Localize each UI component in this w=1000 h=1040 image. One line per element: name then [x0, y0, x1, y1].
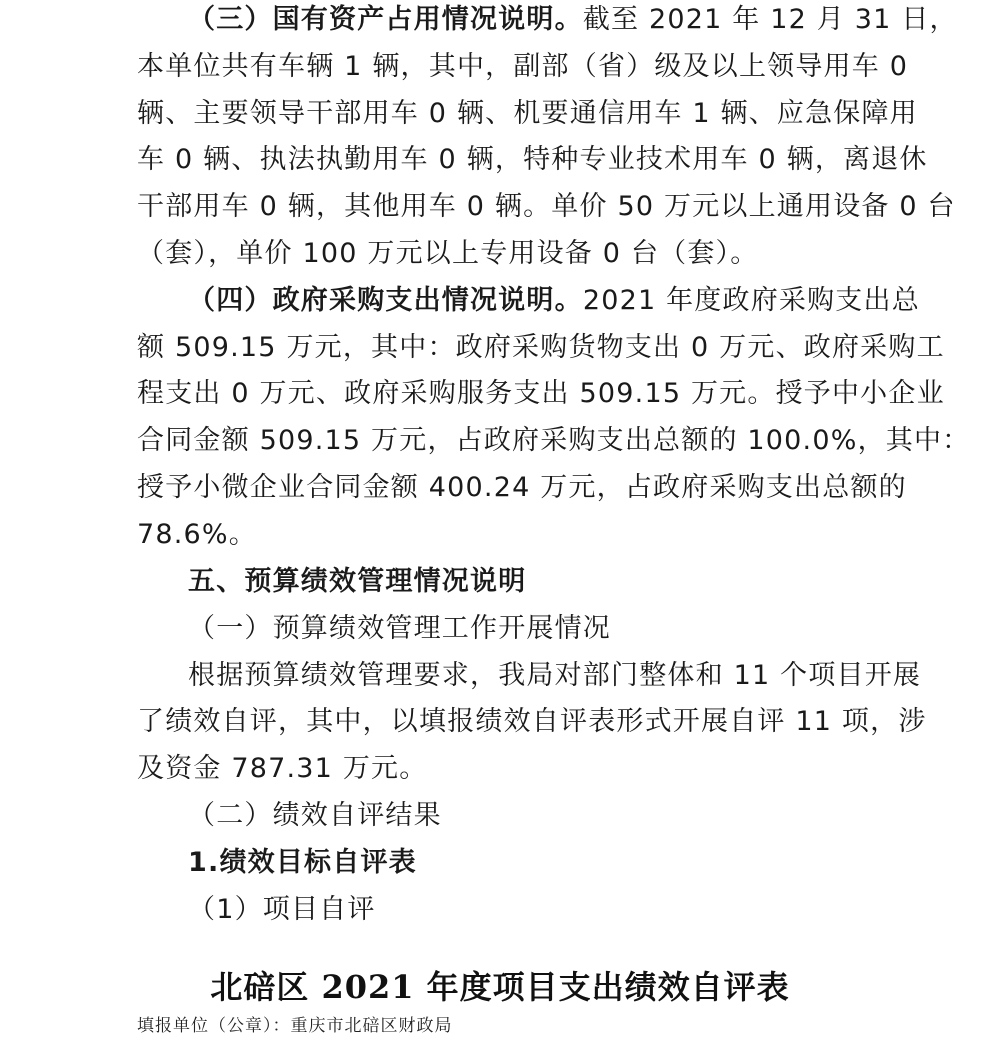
section-three-heading: （三）国有资产占用情况说明。 — [188, 4, 583, 35]
paragraph-line: 了绩效自评，其中，以填报绩效自评表形式开展自评 11 项，涉 — [137, 706, 927, 737]
table-title: 北碚区 2021 年度项目支出绩效自评表 — [210, 968, 790, 1006]
paragraph-line: 合同金额 509.15 万元，占政府采购支出总额的 100.0%，其中： — [137, 425, 971, 456]
section-four-first-line — [188, 281, 920, 321]
paragraph-line: 78.6%。 — [137, 519, 257, 550]
paragraph-line: 额 509.15 万元，其中：政府采购货物支出 0 万元、政府采购工 — [137, 332, 945, 363]
paragraph-line: 辆、主要领导干部用车 0 辆、机要通信用车 1 辆、应急保障用 — [137, 98, 918, 129]
section-four-text: 2021 年度政府采购支出总 — [582, 285, 920, 316]
subsection-two-heading: （二）绩效自评结果 — [188, 800, 442, 831]
section-four-heading: （四）政府采购支出情况说明。 — [188, 285, 583, 316]
paragraph-line: 本单位共有车辆 1 辆，其中，副部（省）级及以上领导用车 0 — [137, 51, 909, 82]
section-three-text: 截至 2021 年 12 月 31 日， — [582, 4, 958, 35]
paragraph-line: 根据预算绩效管理要求，我局对部门整体和 11 个项目开展 — [188, 660, 922, 691]
item-one-subheading: （1）项目自评 — [188, 894, 376, 925]
paragraph-line: 车 0 辆、执法执勤用车 0 辆，特种专业技术用车 0 辆，离退休 — [137, 144, 928, 175]
paragraph-line: 授予小微企业合同金额 400.24 万元，占政府采购支出总额的 — [137, 472, 907, 503]
fill-unit-label: 填报单位（公章）：重庆市北碚区财政局 — [137, 1016, 453, 1036]
item-one-heading: 1.绩效目标自评表 — [188, 847, 417, 878]
section-five-heading: 五、预算绩效管理情况说明 — [188, 566, 527, 597]
paragraph-line: 程支出 0 万元、政府采购服务支出 509.15 万元。授予中小企业 — [137, 378, 945, 409]
section-three-first-line — [188, 0, 958, 40]
paragraph-line: 干部用车 0 辆，其他用车 0 辆。单价 50 万元以上通用设备 0 台 — [137, 191, 956, 222]
paragraph-line: （套），单价 100 万元以上专用设备 0 台（套）。 — [137, 238, 759, 269]
subsection-one-heading: （一）预算绩效管理工作开展情况 — [188, 613, 611, 644]
paragraph-line: 及资金 787.31 万元。 — [137, 753, 428, 784]
